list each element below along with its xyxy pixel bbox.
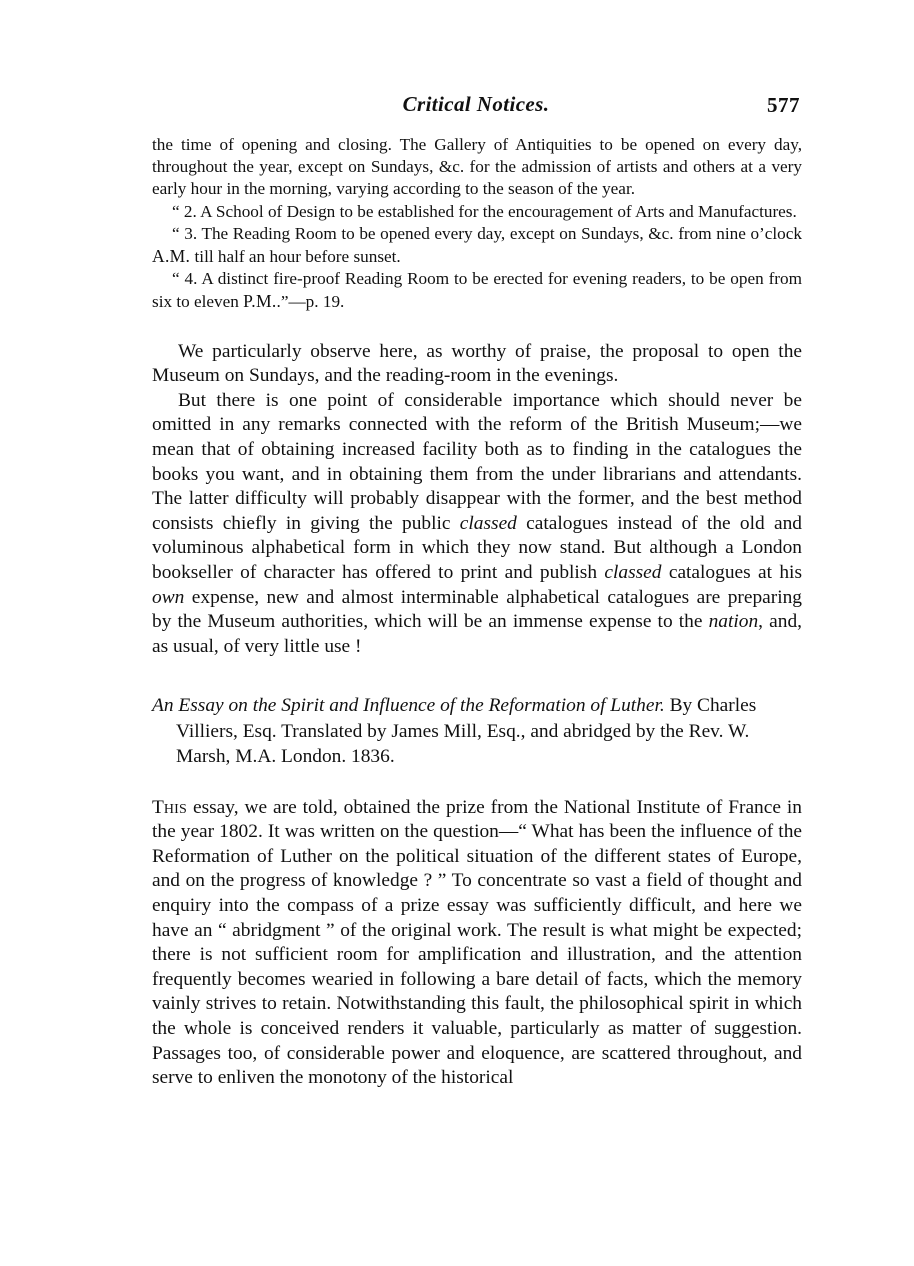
spacer xyxy=(152,659,802,693)
review-paragraph-text: essay, we are told, obtained the prize from the National Institute of France in the year 1802. It was written on the question—“ What has been the influence of the Reformation of Luther on the political situation of the different states of Europe, and on the progress of knowledge ? ” To concentrate so vast a field of thought and enquiry into the compass of a prize essay was sufficiently difficult, and here we have an “ abridgment ” of the original work. The result is what might be expected; there is not sufficient room for amplification and illustration, and the attention frequently becomes wearied in following a bare detail of facts, which the memory vainly strives to retain. Notwithstanding this fault, the philosophical spirit in which the whole is conceived renders it valuable, particularly as matter of suggestion. Passages too, of considerable power and eloquence, are scattered throughout, and serve to enliven the monotony of the historical xyxy=(152,796,802,1089)
body-paragraph-2-text-e: , and, as usual, of very little use ! xyxy=(152,611,802,657)
text-column xyxy=(152,134,802,1091)
extract-item-3-text-b: till half an hour before sunset. xyxy=(190,247,401,267)
quoted-extract-block xyxy=(152,134,802,314)
emphasis-own: own xyxy=(152,586,185,608)
body-paragraph-2-text-b: catalogues instead of the old and voluminous alphabetical form in which they now stand. But although a London bookseller of character has offered to print and publish xyxy=(152,512,802,583)
extract-item-4-smallcaps: P.M. xyxy=(243,291,277,312)
running-head xyxy=(152,92,800,122)
extract-item-4-text-b: .”—p. 19. xyxy=(276,292,345,312)
extract-item-3-text-a: “ 3. The Reading Room to be opened every day, except on Sundays, &c. from nine o’clock xyxy=(172,223,802,243)
body-paragraph-1: We particularly observe here, as worthy of praise, the proposal to open the Museum on Sundays, and the reading-room in the evenings. xyxy=(152,340,802,387)
reviewed-book-heading xyxy=(152,693,802,769)
opening-smallcaps: his xyxy=(163,796,188,818)
extract-item-3-smallcaps: A.M. xyxy=(152,246,191,267)
body-paragraph-2-text-d: expense, new and almost interminable alphabetical catalogues are preparing by the Museum authorities, which will be an immense expense to the xyxy=(152,586,802,633)
body-paragraph-2 xyxy=(152,389,802,660)
running-head-title: Critical Notices. xyxy=(402,92,550,116)
reviewed-book-title: An Essay on the Spirit and Influence of the Reformation of Luther. xyxy=(152,695,665,717)
extract-item-4-text-a: “ 4. A distinct fire-proof Reading Room to be erected for evening readers, to be open from six to eleven xyxy=(152,269,802,312)
opening-letter: T xyxy=(152,796,164,818)
emphasis-nation: nation xyxy=(708,611,759,633)
review-paragraph xyxy=(152,796,802,1091)
body-paragraph-2-text-a: But there is one point of considerable importance which should never be omitted in any remarks connected with the reform of the British Museum;—we mean that of obtaining increased facility both as to finding in the catalogues the books you want, and in obtaining them from the under librarians and attendants. The latter difficulty will probably disappear with the former, and the best method consists chiefly in giving the public xyxy=(152,389,802,534)
extract-item-2: “ 2. A School of Design to be established for the encouragement of Arts and Manufactures. xyxy=(172,201,797,221)
emphasis-classed-2: classed xyxy=(604,561,662,583)
emphasis-classed-1: classed xyxy=(459,512,517,534)
opening-word-this xyxy=(152,797,187,818)
spacer xyxy=(152,314,802,340)
extract-item-4 xyxy=(152,268,802,313)
page-number: 577 xyxy=(767,93,800,117)
extract-item-3 xyxy=(152,223,802,268)
spacer xyxy=(152,770,802,796)
reviewed-book-imprint: By Charles Villiers, Esq. Translated by James Mill, Esq., and abridged by the Rev. W. Marsh, M.A. London. 1836. xyxy=(176,695,757,768)
body-paragraph-2-text-c: catalogues at his xyxy=(661,561,802,583)
extract-opening-paragraph: the time of opening and closing. The Gallery of Antiquities to be opened on every day, throughout the year, except on Sundays, &c. for the admission of artists and others at a very early hour in the morning, varying according to the season of the year. xyxy=(152,135,802,199)
